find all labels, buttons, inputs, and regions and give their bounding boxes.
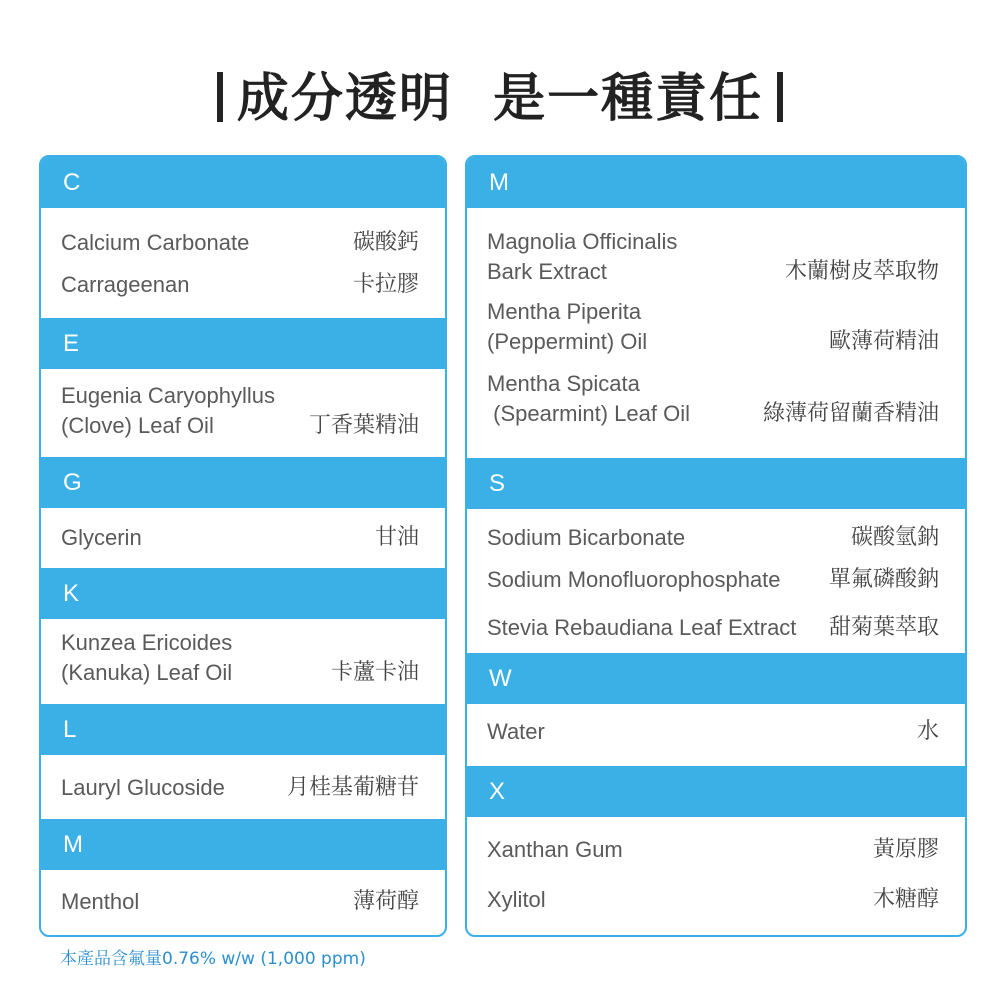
ingredient-english-name: (Spearmint) Leaf Oil: [487, 401, 690, 426]
ingredient-english-name: Stevia Rebaudiana Leaf Extract: [487, 615, 797, 640]
ingredient-english-name: (Peppermint) Oil: [487, 329, 648, 354]
ingredient-english-name: Mentha Spicata: [487, 371, 640, 396]
ingredient-chinese-name: 卡拉膠: [352, 272, 419, 297]
ingredient-chinese-name: 月桂基葡糖苷: [286, 775, 419, 800]
section-header-e: E: [41, 318, 445, 369]
ingredient-english-name: Water: [487, 719, 545, 744]
title-bar-right: [777, 72, 783, 122]
ingredient-chinese-name: 歐薄荷精油: [828, 329, 939, 354]
ingredient-chinese-name: 碳酸鈣: [352, 230, 419, 255]
ingredient-english-name: Lauryl Glucoside: [61, 775, 225, 800]
ingredient-chinese-name: 卡蘆卡油: [330, 660, 419, 685]
ingredient-chinese-name: 黃原膠: [872, 837, 939, 862]
section-header-l: L: [41, 704, 445, 755]
ingredient-english-name: Sodium Bicarbonate: [487, 525, 686, 550]
ingredient-chinese-name: 薄荷醇: [352, 889, 419, 914]
ingredient-english-name: Xylitol: [487, 887, 546, 912]
ingredient-english-name: Kunzea Ericoides: [61, 630, 233, 655]
section-header-s: S: [467, 458, 965, 509]
section-header-g: G: [41, 457, 445, 508]
ingredient-chinese-name: 水: [916, 719, 939, 744]
right-ingredient-panel: [465, 155, 967, 937]
section-header-c: C: [41, 157, 445, 208]
ingredient-english-name: Mentha Piperita: [487, 299, 642, 324]
ingredient-english-name: Glycerin: [61, 525, 142, 550]
section-header-m: M: [467, 157, 965, 208]
ingredient-chinese-name: 甘油: [374, 525, 419, 550]
ingredient-english-name: Magnolia Officinalis: [487, 229, 678, 254]
section-header-w: W: [467, 653, 965, 704]
ingredient-chinese-name: 丁香葉精油: [308, 413, 419, 438]
ingredient-chinese-name: 綠薄荷留蘭香精油: [762, 401, 939, 426]
ingredient-english-name: Calcium Carbonate: [61, 230, 250, 255]
ingredient-english-name: Xanthan Gum: [487, 837, 623, 862]
ingredient-chinese-name: 單氟磷酸鈉: [828, 567, 939, 592]
ingredient-english-name: Carrageenan: [61, 272, 190, 297]
title-bar-left: [217, 72, 223, 122]
ingredient-english-name: Menthol: [61, 889, 140, 914]
fluoride-footnote: 本產品含氟量0.76% w/w (1,000 ppm): [60, 949, 366, 969]
ingredient-english-name: (Clove) Leaf Oil: [61, 413, 214, 438]
left-ingredient-panel: [39, 155, 447, 937]
ingredient-chinese-name: 甜菊葉萃取: [828, 615, 939, 640]
ingredient-english-name: Eugenia Caryophyllus: [61, 383, 276, 408]
page-title: [0, 56, 1000, 131]
ingredient-chinese-name: 碳酸氫鈉: [850, 525, 939, 550]
section-header-x: X: [467, 766, 965, 817]
section-header-m: M: [41, 819, 445, 870]
ingredient-english-name: Sodium Monofluorophosphate: [487, 567, 781, 592]
ingredient-chinese-name: 木蘭樹皮萃取物: [784, 259, 939, 284]
section-header-k: K: [41, 568, 445, 619]
ingredient-english-name: (Kanuka) Leaf Oil: [61, 660, 233, 685]
ingredient-chinese-name: 木糖醇: [872, 887, 939, 912]
ingredient-english-name: Bark Extract: [487, 259, 607, 284]
title-text: 成分透明 是一種責任: [236, 69, 764, 129]
